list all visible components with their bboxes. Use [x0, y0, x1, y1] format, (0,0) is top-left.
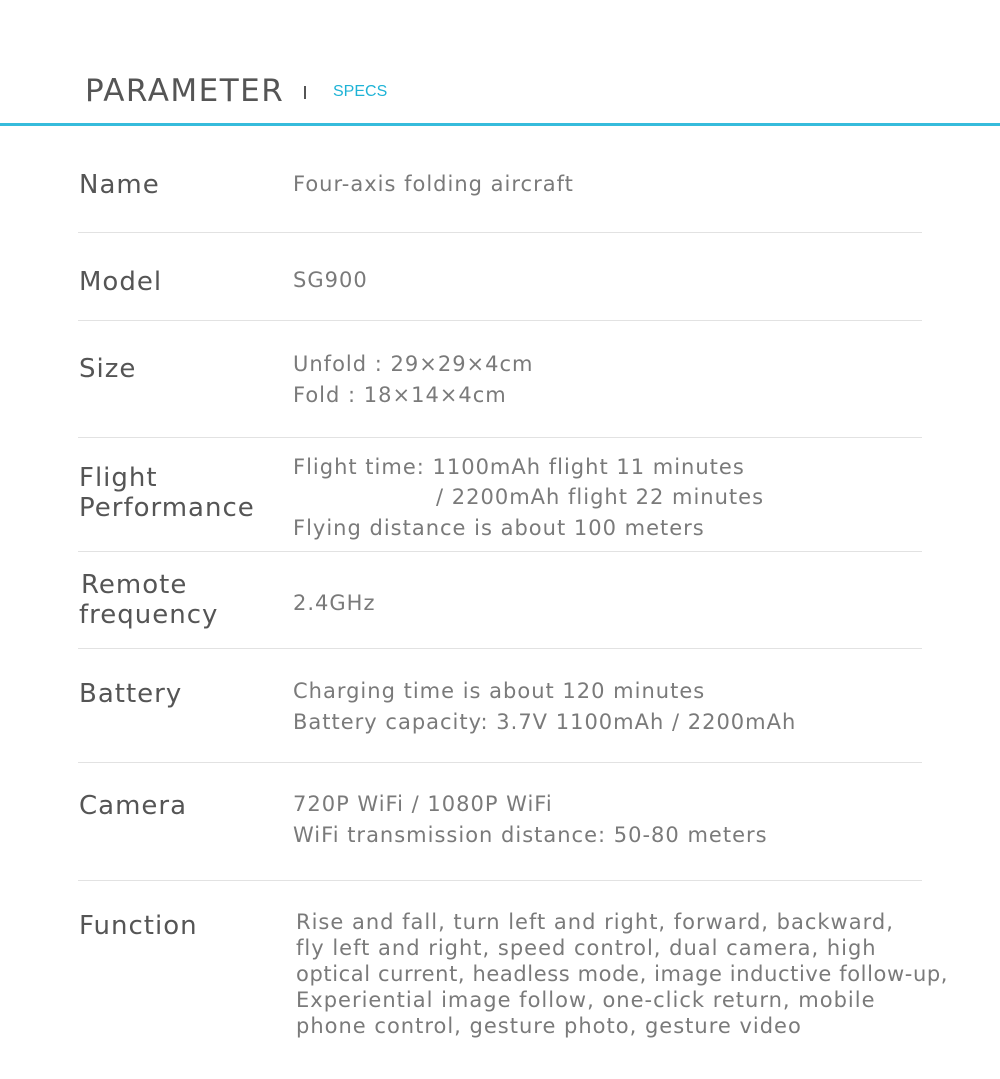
row-divider: [78, 648, 922, 649]
section-subtitle: SPECS: [333, 83, 388, 100]
spec-label-remote-frequency: frequency: [79, 600, 219, 630]
spec-value-function-line: fly left and right, speed control, dual camera, high: [296, 936, 877, 960]
header-underline: [0, 123, 1000, 126]
spec-value-flight-line: Flight time: 1100mAh flight 11 minutes: [293, 455, 745, 479]
spec-label-battery: Battery: [79, 679, 183, 709]
spec-label-flight-performance: Flight: [79, 463, 158, 493]
spec-value-battery-line: Charging time is about 120 minutes: [293, 679, 706, 703]
spec-value-size-line: Unfold : 29×29×4cm: [293, 352, 534, 376]
spec-value-function-line: phone control, gesture photo, gesture video: [296, 1014, 802, 1038]
spec-label-model: Model: [79, 267, 163, 297]
spec-label-name: Name: [79, 170, 160, 200]
spec-value-battery-line: Battery capacity: 3.7V 1100mAh / 2200mAh: [293, 710, 797, 734]
title-separator: [304, 86, 306, 99]
spec-value-flight-line: Flying distance is about 100 meters: [293, 516, 705, 540]
spec-label-flight-performance: Performance: [79, 493, 255, 523]
spec-value-model: SG900: [293, 268, 368, 292]
spec-value-name: Four-axis folding aircraft: [293, 172, 574, 196]
spec-value-flight-line: / 2200mAh flight 22 minutes: [436, 485, 765, 509]
spec-label-remote-frequency: Remote: [81, 570, 188, 600]
spec-value-function-line: Experiential image follow, one-click return, mobile: [296, 988, 876, 1012]
row-divider: [78, 437, 922, 438]
spec-value-function-line: optical current, headless mode, image inductive follow-up,: [296, 962, 949, 986]
row-divider: [78, 551, 922, 552]
row-divider: [78, 880, 922, 881]
spec-value-size-line: Fold : 18×14×4cm: [293, 383, 507, 407]
section-title: PARAMETER: [85, 73, 285, 109]
spec-label-size: Size: [79, 354, 137, 384]
spec-label-function: Function: [79, 911, 198, 941]
spec-value-remote-frequency: 2.4GHz: [293, 591, 376, 615]
spec-label-camera: Camera: [79, 791, 188, 821]
spec-value-camera-line: WiFi transmission distance: 50-80 meters: [293, 823, 768, 847]
spec-value-camera-line: 720P WiFi / 1080P WiFi: [293, 792, 553, 816]
row-divider: [78, 320, 922, 321]
spec-value-function-line: Rise and fall, turn left and right, forward, backward,: [296, 910, 894, 934]
row-divider: [78, 232, 922, 233]
row-divider: [78, 762, 922, 763]
section-header: [0, 0, 1000, 127]
